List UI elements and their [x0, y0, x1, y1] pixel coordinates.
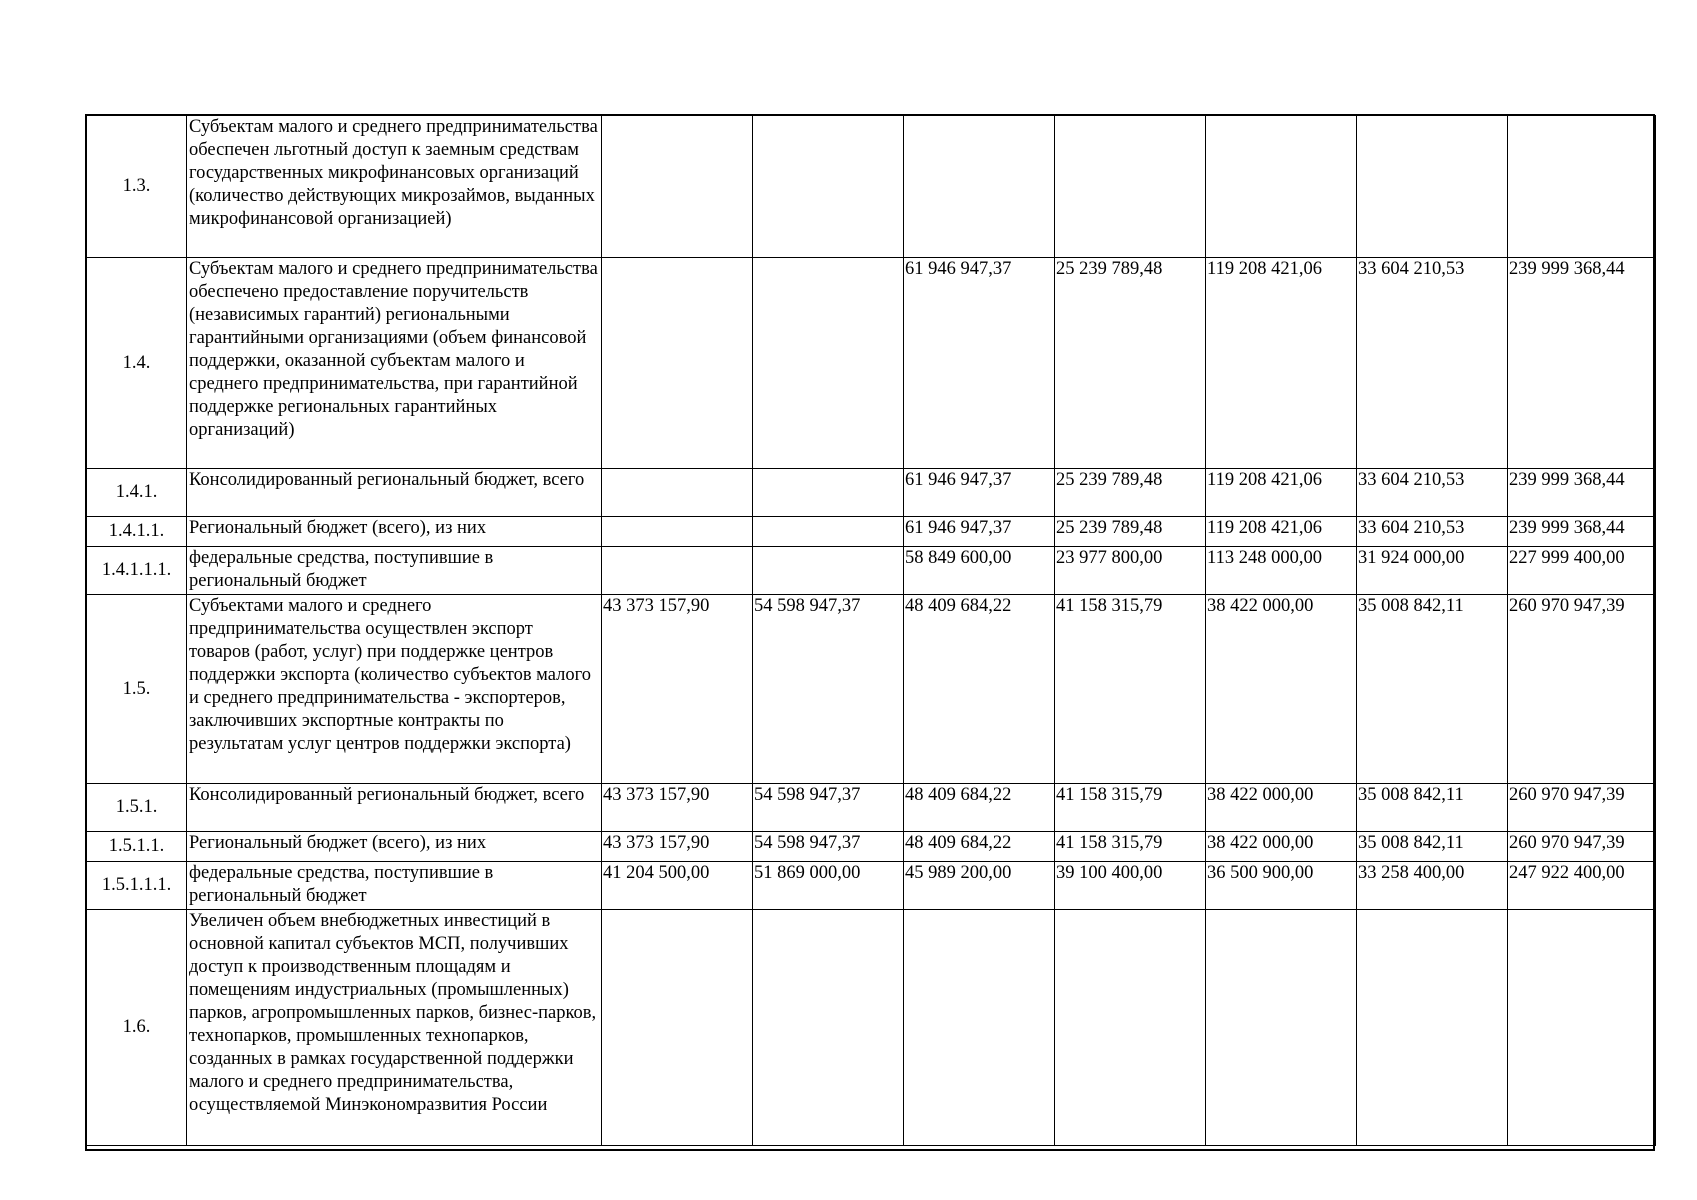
row-number: 1.3. — [87, 116, 187, 258]
value-cell-year-2 — [753, 547, 904, 595]
value-cell-year-3: 48 409 684,22 — [904, 784, 1055, 832]
row-description: Региональный бюджет (всего), из них — [187, 832, 602, 862]
table-row — [87, 784, 1656, 832]
value-cell-year-4: 41 158 315,79 — [1055, 784, 1206, 832]
value-cell-year-5: 38 422 000,00 — [1206, 832, 1357, 862]
value-cell-year-7 — [1508, 910, 1656, 1146]
table-row — [87, 258, 1656, 469]
value-cell-year-3: 45 989 200,00 — [904, 862, 1055, 910]
row-number: 1.5.1.1. — [87, 832, 187, 862]
value-cell-year-2 — [753, 258, 904, 469]
value-cell-year-4: 25 239 789,48 — [1055, 258, 1206, 469]
table-row — [87, 595, 1656, 784]
value-cell-year-6: 35 008 842,11 — [1357, 595, 1508, 784]
table-row — [87, 517, 1656, 547]
value-cell-year-7: 239 999 368,44 — [1508, 469, 1656, 517]
value-cell-year-3 — [904, 910, 1055, 1146]
value-cell-year-5: 113 248 000,00 — [1206, 547, 1357, 595]
value-cell-year-7: 227 999 400,00 — [1508, 547, 1656, 595]
value-cell-year-5 — [1206, 116, 1357, 258]
value-cell-year-6: 33 604 210,53 — [1357, 469, 1508, 517]
value-cell-year-4: 23 977 800,00 — [1055, 547, 1206, 595]
row-description: Региональный бюджет (всего), из них — [187, 517, 602, 547]
value-cell-year-2 — [753, 116, 904, 258]
value-cell-year-3: 61 946 947,37 — [904, 469, 1055, 517]
table-row — [87, 862, 1656, 910]
row-number: 1.6. — [87, 910, 187, 1146]
table-row — [87, 116, 1656, 258]
value-cell-year-4: 39 100 400,00 — [1055, 862, 1206, 910]
value-cell-year-6 — [1357, 910, 1508, 1146]
value-cell-year-1: 43 373 157,90 — [602, 784, 753, 832]
value-cell-year-1: 43 373 157,90 — [602, 595, 753, 784]
value-cell-year-4 — [1055, 910, 1206, 1146]
row-number: 1.5.1.1.1. — [87, 862, 187, 910]
value-cell-year-7 — [1508, 116, 1656, 258]
value-cell-year-4: 25 239 789,48 — [1055, 517, 1206, 547]
table-row — [87, 469, 1656, 517]
row-number: 1.4.1.1. — [87, 517, 187, 547]
value-cell-year-1 — [602, 517, 753, 547]
value-cell-year-1: 43 373 157,90 — [602, 832, 753, 862]
row-description: Субъектам малого и среднего предпринимательства обеспечен льготный доступ к заемным средствам государственных микрофинансовых организаций (количество действующих микрозаймов, выданных микрофинансовой организацией) — [187, 116, 602, 258]
row-description: Консолидированный региональный бюджет, всего — [187, 784, 602, 832]
row-number: 1.4. — [87, 258, 187, 469]
value-cell-year-4: 25 239 789,48 — [1055, 469, 1206, 517]
value-cell-year-6: 35 008 842,11 — [1357, 832, 1508, 862]
value-cell-year-2: 51 869 000,00 — [753, 862, 904, 910]
row-number: 1.4.1.1.1. — [87, 547, 187, 595]
table-row — [87, 547, 1656, 595]
value-cell-year-1: 41 204 500,00 — [602, 862, 753, 910]
value-cell-year-3: 61 946 947,37 — [904, 517, 1055, 547]
value-cell-year-3: 61 946 947,37 — [904, 258, 1055, 469]
value-cell-year-5: 38 422 000,00 — [1206, 595, 1357, 784]
row-number: 1.5.1. — [87, 784, 187, 832]
value-cell-year-6: 33 258 400,00 — [1357, 862, 1508, 910]
value-cell-year-1 — [602, 258, 753, 469]
value-cell-year-5: 36 500 900,00 — [1206, 862, 1357, 910]
value-cell-year-6: 35 008 842,11 — [1357, 784, 1508, 832]
value-cell-year-5: 119 208 421,06 — [1206, 517, 1357, 547]
value-cell-year-2: 54 598 947,37 — [753, 832, 904, 862]
value-cell-year-1 — [602, 116, 753, 258]
value-cell-year-1 — [602, 469, 753, 517]
value-cell-year-4 — [1055, 116, 1206, 258]
value-cell-year-2: 54 598 947,37 — [753, 784, 904, 832]
budget-table — [86, 115, 1656, 1146]
value-cell-year-2 — [753, 469, 904, 517]
value-cell-year-2: 54 598 947,37 — [753, 595, 904, 784]
value-cell-year-3 — [904, 116, 1055, 258]
value-cell-year-3: 58 849 600,00 — [904, 547, 1055, 595]
row-description: федеральные средства, поступившие в региональный бюджет — [187, 547, 602, 595]
value-cell-year-5: 119 208 421,06 — [1206, 469, 1357, 517]
row-number: 1.5. — [87, 595, 187, 784]
row-description: Консолидированный региональный бюджет, всего — [187, 469, 602, 517]
row-description: Субъектам малого и среднего предпринимательства обеспечено предоставление поручительств (независимых гарантий) региональными гарантийными организациями (объем финансовой поддержки, оказанной субъектам малого и среднего предпринимательства, при гарантийной поддержке региональных гарантийных организаций) — [187, 258, 602, 469]
value-cell-year-7: 260 970 947,39 — [1508, 832, 1656, 862]
row-description: федеральные средства, поступившие в региональный бюджет — [187, 862, 602, 910]
value-cell-year-5: 38 422 000,00 — [1206, 784, 1357, 832]
value-cell-year-3: 48 409 684,22 — [904, 595, 1055, 784]
row-description: Увеличен объем внебюджетных инвестиций в основной капитал субъектов МСП, получивших доступ к производственным площадям и помещениям индустриальных (промышленных) парков, агропромышленных парков, бизнес-парков, технопарков, промышленных технопарков, созданных в рамках государственной поддержки малого и среднего предпринимательства, осуществляемой Минэкономразвития России — [187, 910, 602, 1146]
value-cell-year-5: 119 208 421,06 — [1206, 258, 1357, 469]
value-cell-year-1 — [602, 547, 753, 595]
row-description: Субъектами малого и среднего предпринимательства осуществлен экспорт товаров (работ, услуг) при поддержке центров поддержки экспорта (количество субъектов малого и среднего предпринимательства - экспортеров, заключивших экспортные контракты по результатам услуг центров поддержки экспорта) — [187, 595, 602, 784]
value-cell-year-2 — [753, 910, 904, 1146]
row-number: 1.4.1. — [87, 469, 187, 517]
value-cell-year-6: 33 604 210,53 — [1357, 517, 1508, 547]
value-cell-year-6: 33 604 210,53 — [1357, 258, 1508, 469]
table-row — [87, 832, 1656, 862]
value-cell-year-2 — [753, 517, 904, 547]
table-row — [87, 910, 1656, 1146]
value-cell-year-6: 31 924 000,00 — [1357, 547, 1508, 595]
value-cell-year-7: 239 999 368,44 — [1508, 258, 1656, 469]
value-cell-year-5 — [1206, 910, 1357, 1146]
table-body — [87, 116, 1656, 1146]
value-cell-year-3: 48 409 684,22 — [904, 832, 1055, 862]
value-cell-year-7: 260 970 947,39 — [1508, 784, 1656, 832]
value-cell-year-7: 239 999 368,44 — [1508, 517, 1656, 547]
value-cell-year-6 — [1357, 116, 1508, 258]
value-cell-year-7: 247 922 400,00 — [1508, 862, 1656, 910]
value-cell-year-1 — [602, 910, 753, 1146]
value-cell-year-4: 41 158 315,79 — [1055, 595, 1206, 784]
value-cell-year-4: 41 158 315,79 — [1055, 832, 1206, 862]
value-cell-year-7: 260 970 947,39 — [1508, 595, 1656, 784]
